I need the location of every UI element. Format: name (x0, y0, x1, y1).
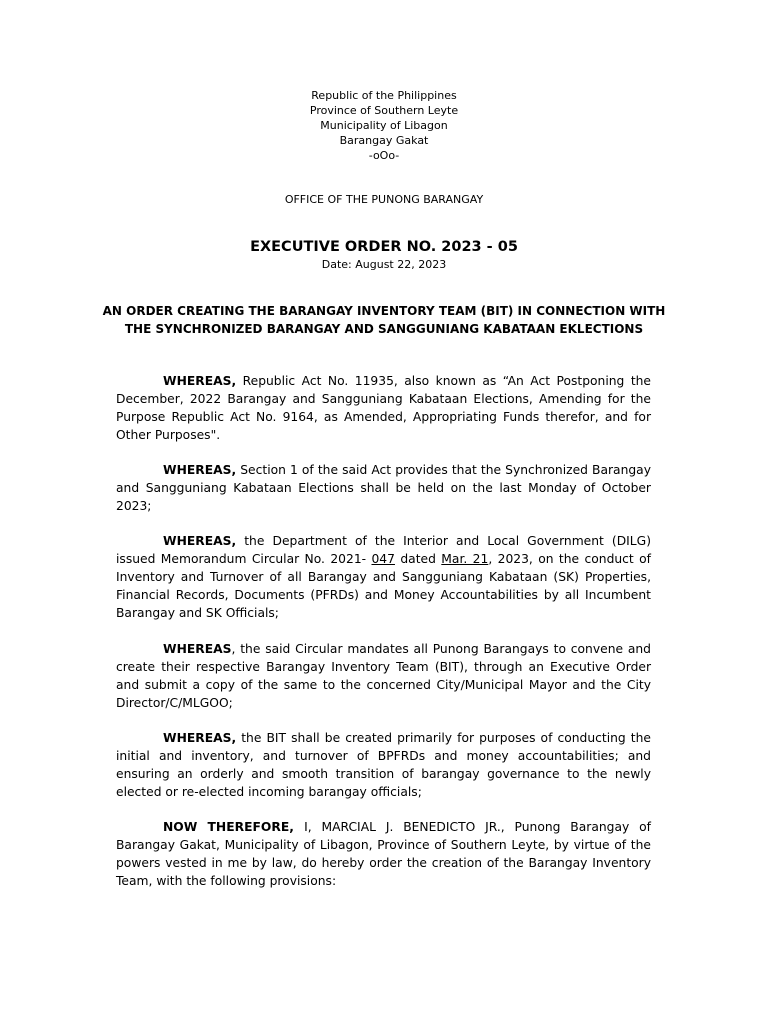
paragraph-text: I, MARCIAL J. BENEDICTO JR., Punong Barangay of Barangay Gakat, Municipality of Libagon, Province of Southern Leyte, by virtue of the powers vested in me by law, do hereby order the creation of the Barangay Inventory Team, with the following provisions: (116, 820, 651, 888)
paragraph-text: , 2023, on the conduct of Inventory and Turnover of all Barangay and Sangguniang Kabataan (SK) Properties, Financial Records, Documents (PFRDs) and Money Accountabilities by all Incumbent Barangay and SK Officials; (116, 552, 651, 620)
paragraph-lead: WHEREAS (163, 642, 232, 656)
paragraph-text: Republic Act No. 11935, also known as “An Act Postponing the December, 2022 Barangay and Sangguniang Kabataan Elections, Amending for the Purpose Republic Act No. 9164, as Amended, Appropriating Funds therefor, and for Other Purposes". (116, 374, 651, 442)
letterhead-barangay: Barangay Gakat (339, 134, 429, 147)
paragraph-lead: WHEREAS, (163, 374, 237, 388)
circular-number: 047 (371, 552, 395, 566)
paragraph-text: Section 1 of the said Act provides that the Synchronized Barangay and Sangguniang Kabataan Elections shall be held on the last Monday of October 2023; (116, 463, 651, 513)
letterhead (0, 88, 768, 163)
office-name: OFFICE OF THE PUNONG BARANGAY (284, 193, 484, 206)
letterhead-country: Republic of the Philippines (311, 89, 457, 102)
whereas-paragraph-2 (116, 461, 651, 515)
whereas-paragraph-1 (116, 372, 651, 444)
paragraph-lead: WHEREAS, (163, 534, 237, 548)
paragraph-lead: NOW THEREFORE, (163, 820, 305, 834)
paragraph-text: the BIT shall be created primarily for purposes of conducting the initial and inventory, and turnover of BPFRDs and money accountabilities; and ensuring an orderly and smooth transition of barangay governance to the newly elected or re-elected incoming barangay officials; (116, 731, 651, 799)
now-therefore-paragraph (116, 818, 651, 890)
paragraph-text: the Department of the Interior and Local Government (DILG) issued Memorandum Circular No. 2021- (116, 534, 651, 566)
executive-order-title: EXECUTIVE ORDER NO. 2023 - 05 (250, 239, 518, 255)
paragraph-text: dated (394, 552, 442, 566)
letterhead-separator: -oOo- (368, 149, 400, 162)
whereas-paragraph-5 (116, 729, 651, 801)
paragraph-lead: WHEREAS, (163, 463, 237, 477)
circular-date: Mar. 21 (441, 552, 489, 566)
paragraph-lead: WHEREAS, (163, 731, 237, 745)
letterhead-municipality: Municipality of Libagon (320, 119, 448, 132)
order-subject: AN ORDER CREATING THE BARANGAY INVENTORY TEAM (BIT) IN CONNECTION WITH THE SYNCHRONIZED BARANGAY AND SANGGUNIANG KABATAAN EKLECTIONS (102, 304, 666, 336)
whereas-paragraph-3 (116, 532, 651, 622)
letterhead-province: Province of Southern Leyte (309, 104, 459, 117)
executive-order-date: Date: August 22, 2023 (321, 258, 447, 271)
paragraph-text: , the said Circular mandates all Punong Barangays to convene and create their respective Barangay Inventory Team (BIT), through an Executive Order and submit a copy of the same to the concerned City/Municipal Mayor and the City Director/C/MLGOO; (116, 642, 651, 710)
whereas-paragraph-4 (116, 640, 651, 712)
